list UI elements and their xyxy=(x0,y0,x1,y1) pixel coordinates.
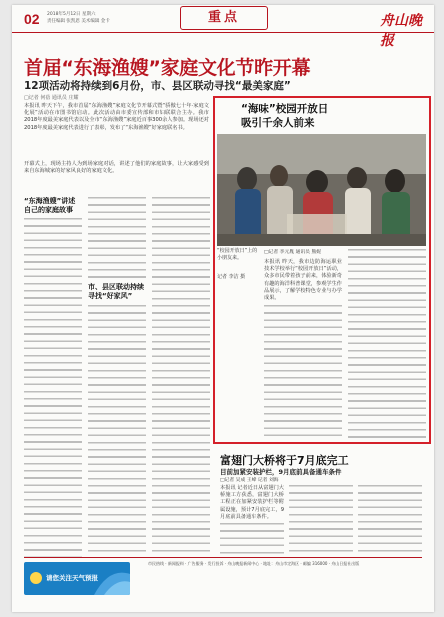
newspaper-page xyxy=(12,5,434,612)
footer-info: 市民热线 · 新闻报料 · 广告服务 · 发行投诉 · 舟山晚报新闻中心 · 地址：舟山市定海区 · 邮编 316000 · 舟山日报社出版 xyxy=(148,561,360,566)
story2-col1-text xyxy=(220,523,284,557)
main-byline: □记者 何蓓 通讯员 庄耀 xyxy=(24,95,79,101)
lead-paragraph-2: 开幕式上，现场主持人为到场家庭对话，讲述了他们的家庭故事，让大家感受到来自东海城家的好家风良好的家庭文化。 xyxy=(24,161,209,175)
feature-col3-text xyxy=(348,249,426,439)
story2-col3-text xyxy=(358,485,422,557)
feature-title-line1: “海味”校园开放日 xyxy=(241,103,329,115)
feature-body: 本报讯 昨天，我市边防海运职业技术学校举行“校园开放日”活动，众多市民带着孩子前来，体验新奇有趣的海洋科普课堂，参观学生作品展示，了解学校特色专业与办学成果。 xyxy=(264,259,343,302)
story2-body: 本报讯 记者近日从富翅门大桥施工方获悉，富翅门大桥工程正在加紧安装护栏等附属设施，预计7月底完工，9月底前具备通车条件。 xyxy=(220,485,284,520)
col1-heading: “东海渔嫂”讲述自己的家庭故事 xyxy=(24,197,76,214)
section-label: 重点 xyxy=(180,6,268,30)
newspaper-logo: 舟山晚报 xyxy=(380,13,422,49)
feature-photo xyxy=(217,134,426,246)
weather-ad-banner[interactable] xyxy=(24,562,130,595)
col2-text-block xyxy=(88,197,146,279)
main-subheadline: 12项活动将持续到6月份，市、县区联动寻找“最美家庭” xyxy=(24,80,291,92)
lead-paragraph: 本报讯 昨天下午，我市首届“东海渔嫂”家庭文化节开幕式暨“骄傲七十年·家庭文化展”活动在市图书馆启动。此次活动由市委宣传部和市妇联联合主办。我市2018年度最美家庭代表以及全市“东海渔嫂”家庭近百事300余人参加。现场还对2018年度最美家庭代表进行了表彰，发布了“东海渔嫂”好家庭联名书。 xyxy=(24,103,209,131)
story2-subheadline: 目前加紧安装护栏，9月底前具备通车条件 xyxy=(220,468,342,476)
main-headline: 首届“东海渔嫂”家庭文化节昨开幕 xyxy=(24,57,311,79)
photo-credit: 记者 李洁 摄 xyxy=(217,274,246,280)
photo-caption: “校园开放日”上的小朋友来。 xyxy=(217,248,258,261)
page-number: 02 xyxy=(24,11,40,27)
col2-text-block-2 xyxy=(88,305,146,558)
feature-col2-text xyxy=(264,305,342,439)
story2-byline: □记者 吴成 王峰 记者 刘海 xyxy=(220,478,279,483)
story2-col2-text xyxy=(289,485,353,557)
col3-text-block xyxy=(152,197,210,558)
sun-icon xyxy=(30,572,42,584)
footer-rule xyxy=(24,557,422,558)
editor-text: 责任编辑 张凯恩 美术编辑 金卡 xyxy=(47,19,110,24)
feature-title-line2: 吸引千余人前来 xyxy=(241,117,315,129)
col1-text-block xyxy=(24,218,82,558)
story2-headline: 富翅门大桥将于7月底完工 xyxy=(220,454,349,467)
weather-ad-text: 请您关注天气预报 xyxy=(46,574,98,582)
page-header xyxy=(12,5,434,49)
feature-title xyxy=(241,102,328,130)
date-line xyxy=(47,11,137,25)
date-text: 2018年5月12日 星期六 xyxy=(47,12,96,17)
feature-byline: □记者 李元胤 通讯员 熊妮 xyxy=(264,250,322,255)
col2-heading: 市、县区联动持续寻找“好家风” xyxy=(88,283,144,300)
